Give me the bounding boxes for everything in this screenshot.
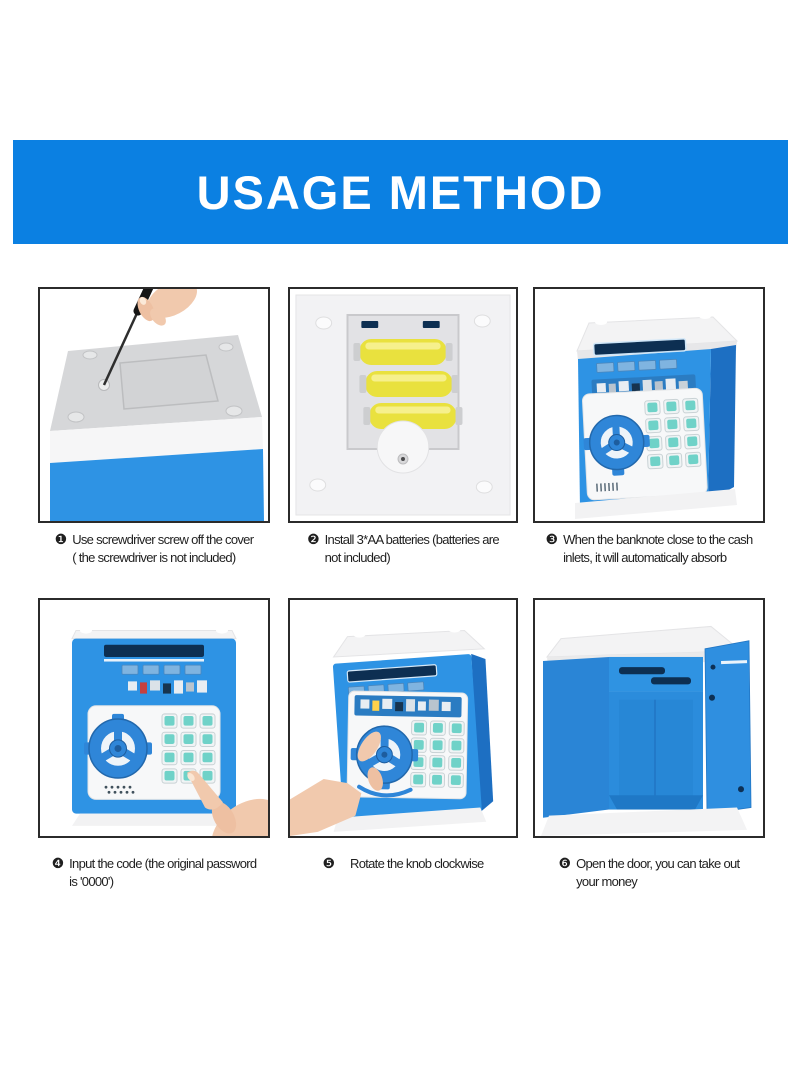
step-2-caption (288, 531, 518, 567)
interior (609, 657, 703, 810)
step-6-photo (533, 598, 765, 838)
money-box-open (541, 626, 751, 836)
step-6-caption-line-1: Open the door, you can take out (576, 856, 740, 871)
label-sticker (354, 695, 461, 717)
step-5-caption (288, 855, 518, 873)
step-1-number-badge: ❶ (54, 531, 68, 547)
step-3-caption-line-1: When the banknote close to the cash (563, 532, 753, 547)
step-4-caption-line-2: is '0000') (69, 874, 114, 889)
battery-compartment (296, 295, 510, 515)
step-1-caption (38, 531, 270, 567)
step-5-number-badge: ❺ (322, 855, 336, 871)
step-4-caption (38, 855, 270, 891)
box-bottom (50, 335, 264, 521)
step-5-photo (288, 598, 518, 838)
batteries (353, 339, 462, 429)
step-2-number-badge: ❷ (307, 531, 320, 547)
step-4-photo (38, 598, 270, 838)
step-4-caption-line-1: Input the code (the original password (69, 856, 257, 871)
step-5-caption-line-1: Rotate the knob clockwise (350, 856, 484, 871)
cash-inlet (104, 645, 204, 657)
step-2-caption-line-2: not included) (324, 550, 390, 565)
step-3-photo (533, 287, 765, 523)
step-6-caption (533, 855, 765, 891)
step-2-caption-line-1: Install 3*AA batteries (batteries are (324, 532, 499, 547)
page-title: USAGE METHOD (196, 165, 605, 219)
step-4-number-badge: ❹ (51, 855, 65, 871)
step-6-caption-line-2: your money (576, 874, 638, 889)
step-3-number-badge: ❸ (545, 531, 559, 547)
money-box (575, 313, 737, 519)
step-1-photo (38, 287, 270, 523)
step-1-caption-line-2: ( the screwdriver is not included) (72, 550, 236, 565)
title-banner (13, 140, 788, 244)
step-2-photo (288, 287, 518, 523)
open-door (705, 641, 751, 814)
inner-cash-slot (619, 667, 665, 674)
step-3-caption (533, 531, 765, 567)
step-1-caption-line-1: Use screwdriver screw off the cover (72, 532, 254, 547)
step-3-caption-line-2: inlets, it will automatically absorb (563, 550, 727, 565)
step-6-number-badge: ❻ (558, 855, 572, 871)
